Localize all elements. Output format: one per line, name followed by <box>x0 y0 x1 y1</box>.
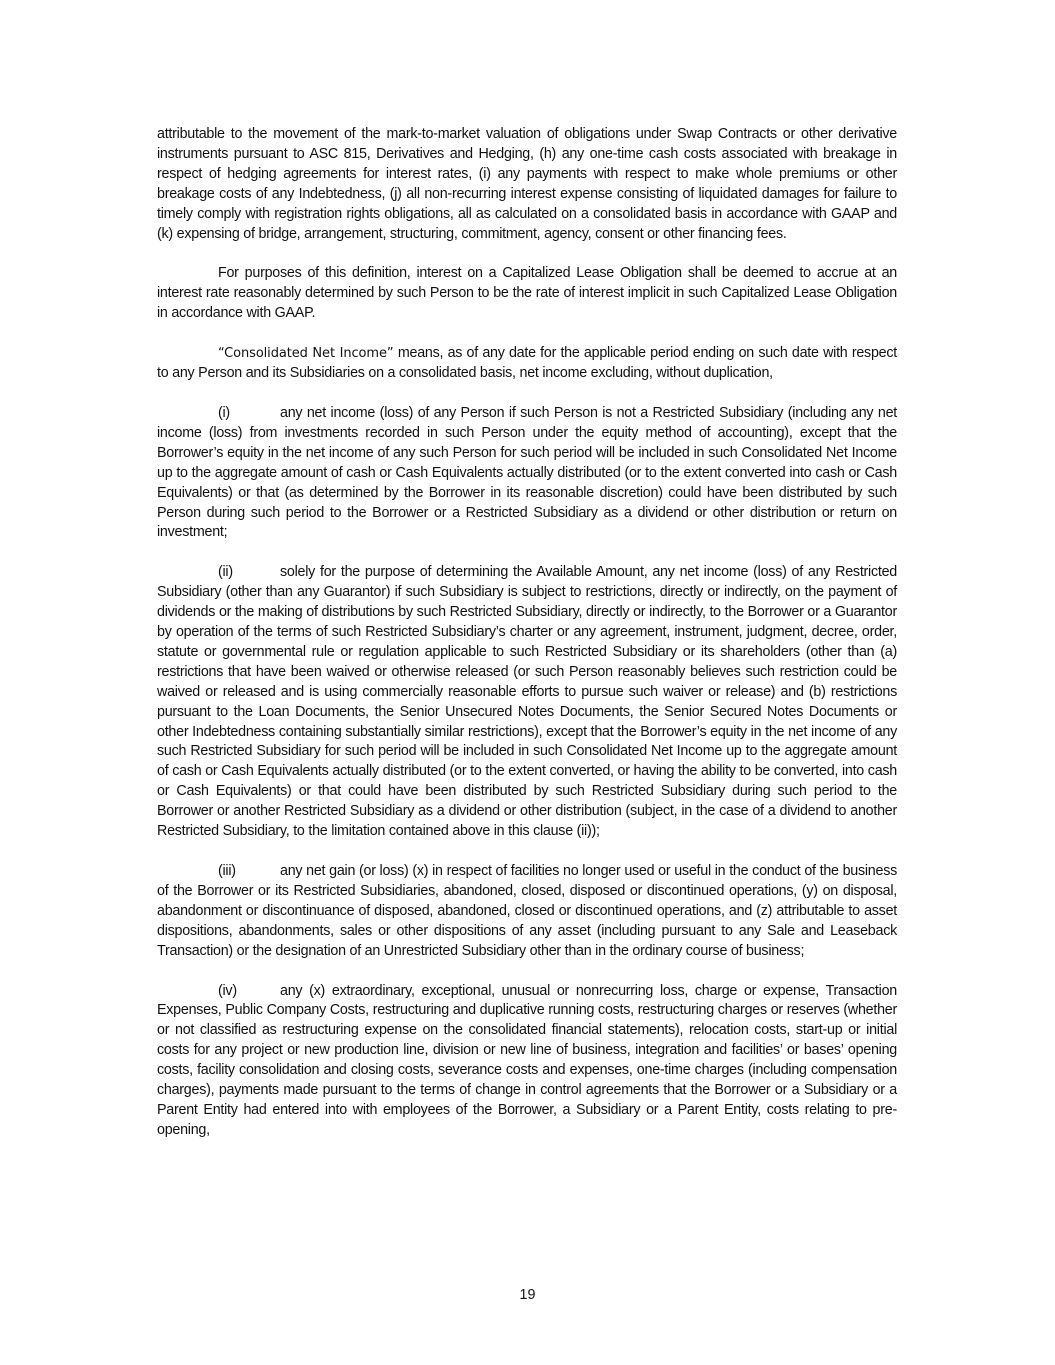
definition-text: means, as of any date for the applicable period ending on such date with respect to any Person and its Subsidiaries on a consolidated basis, net income excluding, without duplication, <box>157 345 897 382</box>
clause-number: (iii) <box>218 863 236 879</box>
clause-number: (iv) <box>218 982 237 999</box>
paragraph-consolidated-net-income-definition <box>157 344 897 384</box>
clause-text: any (x) extraordinary, exceptional, unusual or nonrecurring loss, charge or expense, Transaction Expenses, Public Company Costs, restructuring and duplicative running costs, restructuring charges or reserves (whether or not classified as restructuring expense on the consolidated financial statements), relocation costs, start-up or initial costs for any project or new production line, division or new line of business, integration and facilities’ or bases’ opening costs, facility consolidation and closing costs, severance costs and expenses, one-time charges (including compensation charges), payments made pursuant to the terms of change in control agreements that the Borrower or a Subsidiary or a Parent Entity had entered into with employees of the Borrower, a Subsidiary or a Parent Entity, costs relating to pre-opening, <box>157 982 897 1138</box>
clause-ii <box>157 563 897 842</box>
clause-iii <box>157 862 897 962</box>
clause-iv <box>157 982 897 1141</box>
clause-text: any net gain (or loss) (x) in respect of facilities no longer used or useful in the conduct of the business of the Borrower or its Restricted Subsidiaries, abandoned, closed, disposed or discontinued operations, (y) on disposal, abandonment or discontinuance of disposed, abandoned, closed or discontinued operations, and (z) attributable to asset dispositions, abandonments, sales or other dispositions of any asset (including pursuant to any Sale and Leaseback Transaction) or the designation of an Unrestricted Subsidiary other than in the ordinary course of business; <box>157 863 897 959</box>
clause-number: (i) <box>218 404 230 421</box>
clause-i <box>157 404 897 543</box>
clause-text: solely for the purpose of determining the Available Amount, any net income (loss) of any Restricted Subsidiary (other than any Guarantor) if such Subsidiary is subject to restrictions, directly or indirectly, on the payment of dividends or the making of distributions by such Restricted Subsidiary, directly or indirectly, to the Borrower or a Guarantor by operation of the terms of such Restricted Subsidiary’s charter or any agreement, instrument, judgment, decree, order, statute or governmental rule or regulation applicable to such Restricted Subsidiary or its shareholders (other than (a) restrictions that have been waived or otherwise released (or such Person reasonably believes such restriction could be waived or released and is using commercially reasonable efforts to pursue such waiver or release) and (b) restrictions pursuant to the Loan Documents, the Senior Unsecured Notes Documents, the Senior Secured Notes Documents or other Indebtedness containing substantially similar restrictions), except that the Borrower’s equity in the net income of any such Restricted Subsidiary for such period will be included in such Consolidated Net Income up to the aggregate amount of cash or Cash Equivalents actually distributed (or to the extent converted, or having the ability to be converted, into cash or Cash Equivalents) or that could have been distributed by such Restricted Subsidiary during such period to the Borrower or another Restricted Subsidiary as a dividend or other distribution (subject, in the case of a dividend to another Restricted Subsidiary, to the limitation contained above in this clause (ii)); <box>157 564 897 840</box>
paragraph-capitalized-lease-definition: For purposes of this definition, interest on a Capitalized Lease Obligation shall be deemed to accrue at an interest rate reasonably determined by such Person to be the rate of interest implicit in such Capitalized Lease Obligation in accordance with GAAP. <box>157 265 897 322</box>
clause-text: any net income (loss) of any Person if such Person is not a Restricted Subsidiary (including any net income (loss) from investments recorded in such Person under the equity method of accounting), except that the Borrower’s equity in the net income of any such Person for such period will be included in such Consolidated Net Income up to the aggregate amount of cash or Cash Equivalents actually distributed (or to the extent converted into cash or Cash Equivalents) or that (as determined by the Borrower in its reasonable discretion) could have been distributed by such Person during such period to the Borrower or a Restricted Subsidiary as a dividend or other distribution or return on investment; <box>157 404 897 541</box>
page-number: 19 <box>519 1287 536 1303</box>
clause-number: (ii) <box>218 564 233 581</box>
paragraph-interest-expense-continuation: attributable to the movement of the mark-to-market valuation of obligations under Swap Contracts or other derivative instruments pursuant to ASC 815, Derivatives and Hedging, (h) any one-time cash costs associated with breakage in respect of hedging agreements for interest rates, (i) any payments with respect to make whole premiums or other breakage costs of any Indebtedness, (j) all non-recurring interest expense consisting of liquidated damages for failure to timely comply with registration rights obligations, all as calculated on a consolidated basis in accordance with GAAP and (k) expensing of bridge, arrangement, structuring, commitment, agency, consent or other financing fees. <box>157 126 897 242</box>
defined-term-consolidated-net-income: “Consolidated Net Income” <box>218 346 394 362</box>
document-page-body <box>157 125 897 1161</box>
